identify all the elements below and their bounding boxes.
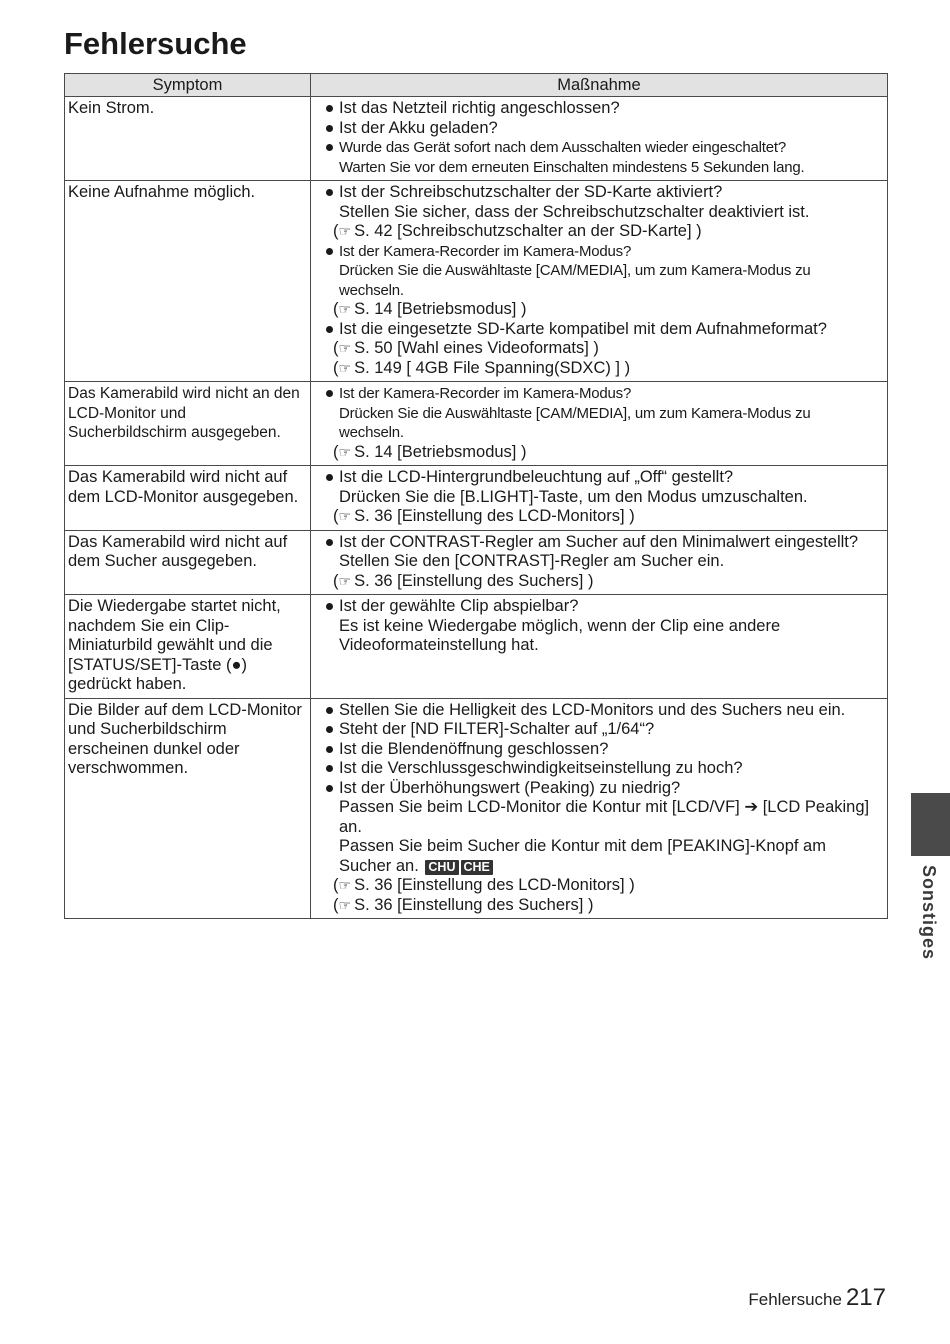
table-row [65, 181, 888, 382]
bullet-item: Ist das Netzteil richtig angeschlossen? [314, 99, 878, 119]
header-symptom: Symptom [65, 74, 311, 97]
measure-cell [311, 595, 888, 699]
measure-cell [311, 698, 888, 919]
reference-hand-icon: ☞ [338, 340, 352, 356]
symptom-cell: Die Wiedergabe startet nicht, nachdem Sie ein Clip-Miniaturbild gewählt und die [STATUS/SET]-Taste (●) gedrückt haben. [65, 595, 311, 699]
page-reference: (☞ S. 50 [Wahl eines Videoformats] ) [333, 339, 599, 357]
table-row [65, 530, 888, 595]
page-number: 217 [845, 1284, 886, 1311]
measure-cell [311, 181, 888, 382]
model-tag-chu: CHU [425, 860, 458, 875]
troubleshooting-table [64, 73, 888, 919]
symptom-cell: Das Kamerabild wird nicht an den LCD-Monitor und Sucherbildschirm ausgegeben. [65, 382, 311, 466]
bullet-item: Stellen Sie die Helligkeit des LCD-Monitors und des Suchers neu ein. [314, 701, 878, 721]
symptom-cell: Das Kamerabild wird nicht auf dem LCD-Monitor ausgegeben. [65, 466, 311, 531]
page-reference: (☞ S. 14 [Betriebsmodus] ) [333, 300, 527, 318]
bullet-item: Ist der Kamera-Recorder im Kamera-Modus? Drücken Sie die Auswähltaste [CAM/MEDIA], um zum Kamera-Modus zu wechseln. [314, 384, 878, 443]
reference-hand-icon: ☞ [338, 443, 352, 460]
model-tag-che: CHE [461, 860, 493, 875]
table-row [65, 595, 888, 699]
measure-cell [311, 530, 888, 595]
reference-hand-icon: ☞ [338, 508, 352, 524]
bullet-item: Ist der gewählte Clip abspielbar? Es ist keine Wiedergabe möglich, wenn der Clip eine andere Videoformateinstellung hat. [314, 597, 878, 656]
page-title: Fehlersuche [64, 26, 247, 61]
bullet-item: Ist der CONTRAST-Regler am Sucher auf den Minimalwert eingestellt? Stellen Sie den [CONTRAST]-Regler am Sucher ein. [314, 533, 878, 572]
bullet-item: Ist der Überhöhungswert (Peaking) zu niedrig? Passen Sie beim LCD-Monitor die Kontur mit [LCD/VF] ➔ [LCD Peaking] an. Passen Sie beim Sucher die Kontur mit dem [PEAKING]-Knopf am Sucher an. CHU CHE [314, 779, 878, 877]
measure-cell [311, 97, 888, 181]
table-row [65, 97, 888, 181]
page-reference: (☞ S. 36 [Einstellung des Suchers] ) [333, 571, 594, 590]
reference-hand-icon: ☞ [338, 877, 352, 893]
bullet-item: Ist der Schreibschutzschalter der SD-Karte aktiviert? Stellen Sie sicher, dass der Schreibschutzschalter deaktiviert ist. [314, 183, 878, 222]
symptom-cell: Keine Aufnahme möglich. [65, 181, 311, 382]
reference-hand-icon: ☞ [338, 572, 352, 589]
reference-hand-icon: ☞ [338, 359, 352, 376]
bullet-item: Steht der [ND FILTER]-Schalter auf „1/64“? [314, 720, 878, 740]
table-header-row [65, 74, 888, 97]
table-row [65, 466, 888, 531]
bullet-item: Ist die eingesetzte SD-Karte kompatibel mit dem Aufnahmeformat? [314, 320, 878, 340]
page-reference: (☞ S. 149 [ 4GB File Spanning(SDXC) ] ) [333, 358, 631, 377]
bullet-item: Ist der Kamera-Recorder im Kamera-Modus? Drücken Sie die Auswähltaste [CAM/MEDIA], um zum Kamera-Modus zu wechseln. [314, 242, 878, 301]
bullet-item: Ist die Blendenöffnung geschlossen? [314, 740, 878, 760]
section-tab-label: Sonstiges [919, 865, 939, 961]
page-footer [748, 1284, 886, 1312]
reference-hand-icon: ☞ [338, 301, 352, 317]
symptom-cell: Kein Strom. [65, 97, 311, 181]
measure-cell [311, 382, 888, 466]
page-reference: (☞ S. 36 [Einstellung des Suchers] ) [333, 895, 594, 914]
bullet-item: Ist der Akku geladen? [314, 119, 878, 139]
symptom-cell: Das Kamerabild wird nicht auf dem Sucher ausgegeben. [65, 530, 311, 595]
table-row [65, 698, 888, 919]
bullet-item: Ist die LCD-Hintergrundbeleuchtung auf „Off“ gestellt? Drücken Sie die [B.LIGHT]-Taste, um den Modus umzuschalten. [314, 468, 878, 507]
page-reference: (☞ S. 14 [Betriebsmodus] ) [333, 442, 527, 461]
reference-hand-icon: ☞ [338, 896, 352, 913]
page-reference: (☞ S. 36 [Einstellung des LCD-Monitors] ) [333, 876, 635, 894]
set-button-dot-icon: ● [231, 655, 242, 674]
measure-cell [311, 466, 888, 531]
symptom-cell: Die Bilder auf dem LCD-Monitor und Sucherbildschirm erscheinen dunkel oder verschwommen. [65, 698, 311, 919]
page-reference: (☞ S. 36 [Einstellung des LCD-Monitors] ) [333, 507, 635, 525]
reference-hand-icon: ☞ [338, 223, 352, 239]
footer-section: Fehlersuche [748, 1290, 842, 1309]
page-reference: (☞ S. 42 [Schreibschutzschalter an der SD-Karte] ) [333, 222, 702, 240]
table-row [65, 382, 888, 466]
header-massnahme: Maßnahme [311, 74, 888, 97]
bullet-item: Ist die Verschlussgeschwindigkeitseinstellung zu hoch? [314, 759, 878, 779]
section-tab-marker [911, 793, 950, 856]
bullet-item: Wurde das Gerät sofort nach dem Ausschalten wieder eingeschaltet? Warten Sie vor dem erneuten Einschalten mindestens 5 Sekunden lang. [314, 138, 878, 177]
